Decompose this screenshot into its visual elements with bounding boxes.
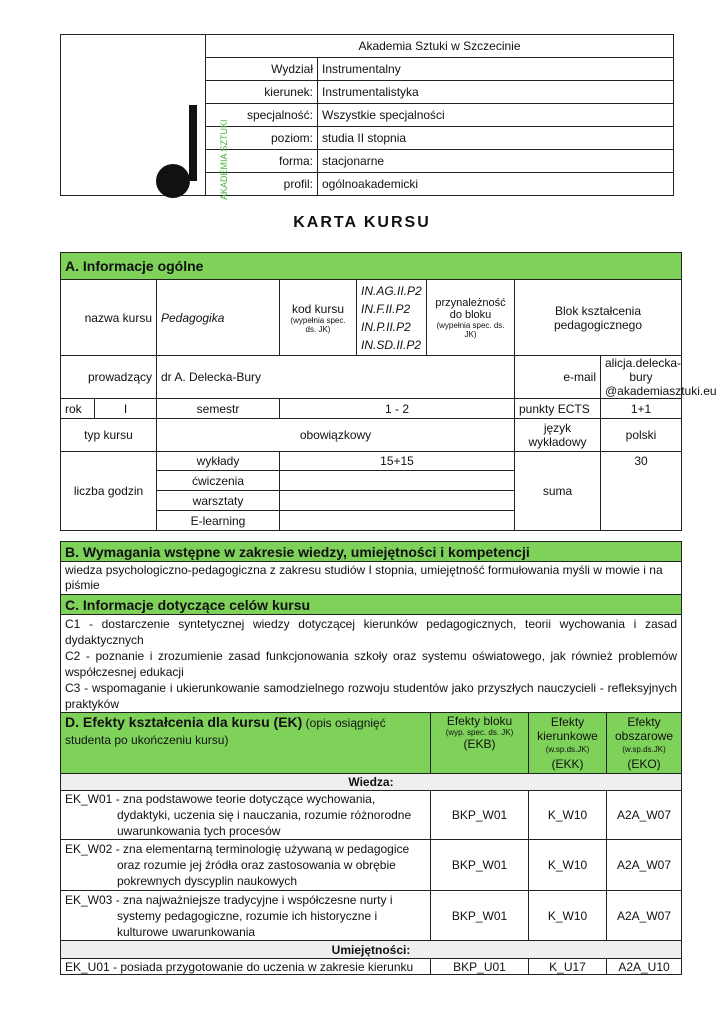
ekb-code: BKP_W01 (431, 840, 529, 891)
ekk-code: K_W10 (529, 891, 607, 941)
skills-label: Umiejętności: (61, 941, 682, 959)
effect-line: EK_W02 - zna elementarną terminologię używaną w pedagogice (65, 842, 410, 856)
eko-code: A2A_W07 (607, 840, 682, 891)
hours-type: ćwiczenia (157, 471, 280, 491)
effect-text (61, 840, 431, 891)
code-label-cell (280, 280, 357, 356)
course-code: IN.F.II.P2 (361, 301, 411, 316)
effect-line: dydaktyki, uczenia się i nauczania, rozumie różnorodne (117, 808, 412, 822)
email-line: @akademiasztuki.eu (605, 384, 717, 398)
header-table (60, 34, 674, 200)
language-value: polski (601, 419, 682, 452)
sum-label: suma (515, 452, 601, 531)
faculty-label: Wydział (206, 58, 318, 81)
effect-line: uwarunkowania tych procesów (117, 824, 281, 838)
section-d-subtitle: studenta po ukończeniu kursu) (65, 733, 229, 747)
field-value: Instrumentalistyka (318, 81, 674, 104)
semester-value: 1 - 2 (280, 399, 515, 419)
section-a-heading: A. Informacje ogólne (61, 253, 682, 280)
sum-value: 30 (601, 452, 682, 531)
specialty-label: specjalność: (206, 104, 318, 127)
course-code: IN.SD.II.P2 (361, 337, 422, 352)
effect-text (61, 791, 431, 840)
semester-label: semestr (157, 399, 280, 419)
col-eko-title: Efekty obszarowe (614, 715, 674, 743)
knowledge-label: Wiedza: (61, 774, 682, 791)
section-d-title: D. Efekty kształcenia dla kursu (EK) (65, 714, 303, 730)
email-value (601, 356, 717, 399)
faculty-value: Instrumentalny (318, 58, 674, 81)
effect-line: EK_W01 - zna podstawowe teorie dotyczące wychowania, (65, 792, 376, 806)
effect-line: kulturowe uwarunkowania (117, 924, 256, 939)
ekk-code: K_W10 (529, 791, 607, 840)
effect-text: EK_U01 - posiada przygotowanie do uczenia w zakresie kierunku (61, 959, 431, 975)
goal-c1: C1 - dostarczenie syntetycznej wiedzy dotyczącej kierunków pedagogicznych, teorii wychowania i zasad dydaktycznych (65, 616, 677, 647)
col-ekb-header (431, 713, 529, 774)
col-eko-header (607, 713, 682, 774)
section-b-heading: B. Wymagania wstępne w zakresie wiedzy, umiejętności i kompetencji (61, 542, 682, 562)
block-note: (wypełnia spec. ds. JK) (436, 320, 505, 339)
form-value: stacjonarne (318, 150, 674, 173)
course-code: IN.AG.II.P2 (361, 283, 422, 298)
hours-type: E-learning (157, 511, 280, 531)
language-label: język wykładowy (515, 419, 601, 452)
col-ekb-code: (EKB) (463, 737, 496, 751)
code-note: (wypełnia spec. ds. JK) (290, 315, 346, 334)
course-codes (357, 280, 427, 356)
effect-line: systemy pedagogiczne, rozumie ich historyczne i (117, 908, 378, 923)
svg-text:AKADEMIA SZTUKI: AKADEMIA SZTUKI (219, 119, 229, 200)
hours-label: liczba godzin (61, 452, 157, 531)
block-label: przynależność do bloku (435, 296, 506, 321)
type-value: obowiązkowy (157, 419, 515, 452)
section-d-heading (61, 713, 431, 774)
specialty-value: Wszystkie specjalności (318, 104, 674, 127)
col-eko-note: (w.sp.ds.JK) (622, 745, 666, 754)
course-code: IN.P.II.P2 (361, 319, 411, 334)
logo-cell (61, 35, 229, 200)
eko-code: A2A_W07 (607, 891, 682, 941)
year-label: rok (61, 399, 95, 419)
effect-text (61, 891, 431, 941)
goal-c3: C3 - wspomaganie i ukierunkowanie samodzielnego rozwoju studentów jako przyszłych nauczycieli - refleksyjnych praktyków (65, 680, 677, 711)
profile-label: profil: (206, 173, 318, 196)
level-value: studia II stopnia (318, 127, 674, 150)
goal-c2: C2 - poznanie i zrozumienie zasad funkcjonowania szkoły oraz systemu oświatowego, jak również problemów współczesnej edukacji (65, 648, 677, 679)
ekk-code: K_W10 (529, 840, 607, 891)
col-ekk-note: (w.sp.ds.JK) (545, 745, 590, 754)
course-name: Pedagogika (157, 280, 280, 356)
page-title: KARTA KURSU (293, 214, 431, 231)
university-name: Akademia Sztuki w Szczecinie (206, 35, 674, 58)
hours-value (280, 471, 515, 491)
hours-type: warsztaty (157, 491, 280, 511)
block-value: Blok kształcenia pedagogicznego (515, 280, 682, 356)
col-ekb-title: Efekty bloku (446, 714, 513, 728)
section-a-table (60, 252, 717, 531)
sections-bcd-table (60, 541, 682, 975)
effect-line: EK_W03 - zna najważniejsze tradycyjne i współczesne nurty i (65, 892, 393, 907)
profile-value: ogólnoakademicki (318, 173, 674, 196)
ekk-code: K_U17 (529, 959, 607, 975)
email-label: e-mail (515, 356, 601, 399)
academy-logo-icon (61, 35, 229, 200)
ekb-code: BKP_W01 (431, 891, 529, 941)
section-c-goals (61, 615, 682, 713)
hours-value: 15+15 (280, 452, 515, 471)
ekb-code: BKP_U01 (431, 959, 529, 975)
col-ekk-title: Efekty kierunkowe (537, 715, 598, 743)
email-line: alicja.delecka-bury (605, 356, 682, 384)
section-d-subtitle: (opis osiągnięć (305, 716, 386, 730)
ects-value: 1+1 (601, 399, 682, 419)
field-label: kierunek: (206, 81, 318, 104)
level-label: poziom: (206, 127, 318, 150)
ekb-code: BKP_W01 (431, 791, 529, 840)
form-label: forma: (206, 150, 318, 173)
lecturer-label: prowadzący (61, 356, 157, 399)
eko-code: A2A_W07 (607, 791, 682, 840)
hours-type: wykłady (157, 452, 280, 471)
col-eko-code: (EKO) (627, 757, 661, 771)
hours-value (280, 511, 515, 531)
year-value: I (95, 399, 157, 419)
effect-line: oraz rozumie jej źródła oraz zastosowania w obrębie (117, 858, 396, 872)
lecturer-name: dr A. Delecka-Bury (157, 356, 515, 399)
col-ekk-code: (EKK) (551, 757, 584, 771)
col-ekb-note: (wyp. spec. ds. JK) (445, 728, 514, 737)
col-ekk-header (529, 713, 607, 774)
hours-value (280, 491, 515, 511)
block-label-cell (427, 280, 515, 356)
type-label: typ kursu (61, 419, 157, 452)
effect-line: pokrewnych dyscyplin naukowych (117, 874, 298, 888)
ects-label: punkty ECTS (515, 399, 601, 419)
code-label: kod kursu (291, 301, 345, 316)
section-b-text: wiedza psychologiczno-pedagogiczna z zakresu studiów I stopnia, umiejętność formułowania myśli w mowie i na piśmie (61, 562, 682, 595)
eko-code: A2A_U10 (607, 959, 682, 975)
course-name-label: nazwa kursu (61, 280, 157, 356)
section-c-heading: C. Informacje dotyczące celów kursu (61, 595, 682, 615)
